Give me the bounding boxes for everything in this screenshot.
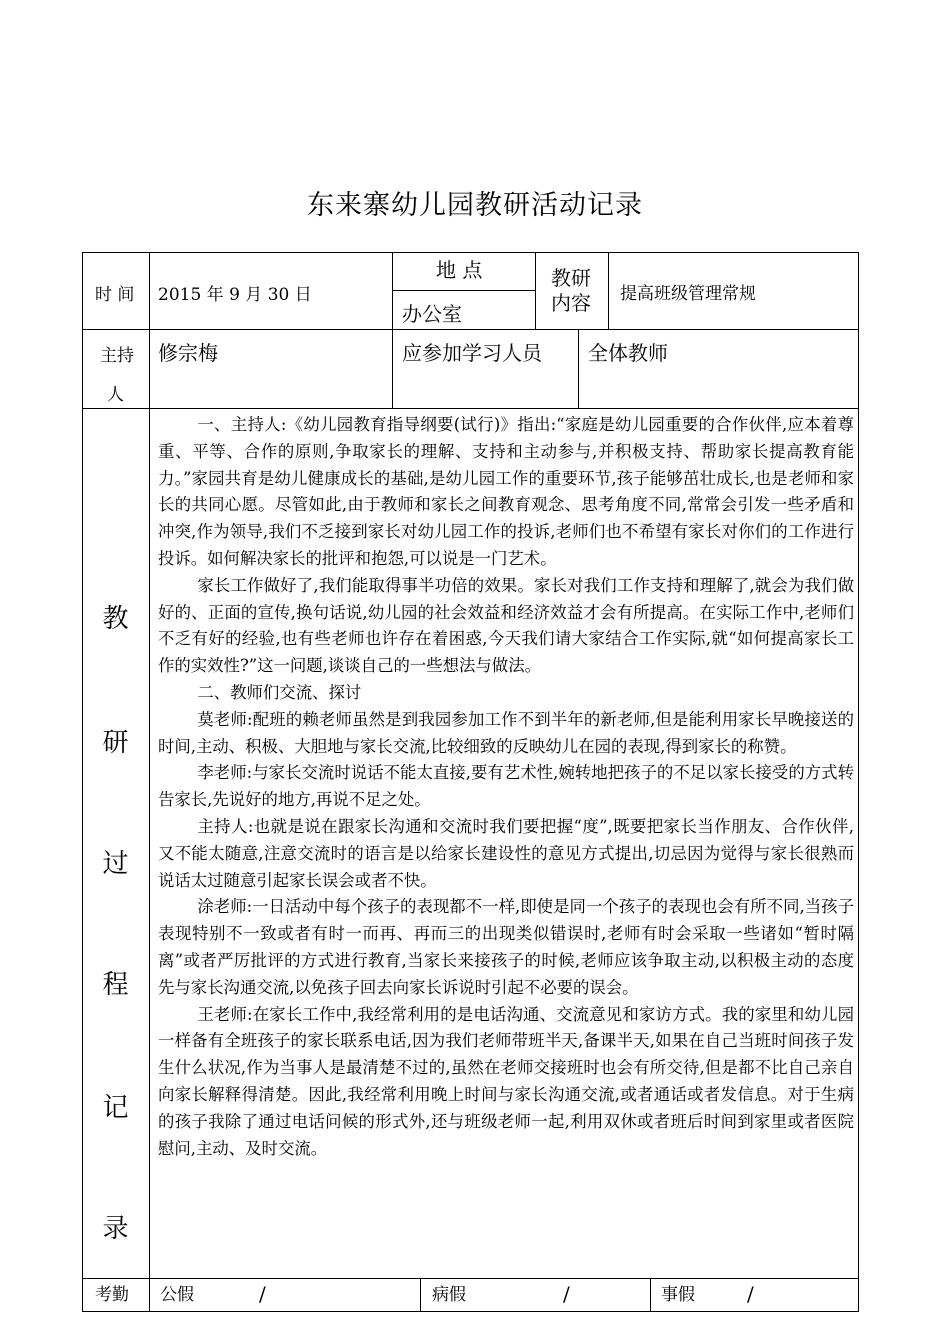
process-label-char-2: 研 (102, 728, 129, 758)
sick-leave-label: 病假 (432, 1285, 466, 1305)
row-divider-2 (82, 408, 859, 409)
attendance-label: 考勤 (95, 1285, 129, 1305)
column-divider-b (535, 252, 536, 330)
topic-label-line1: 教研 (551, 266, 591, 290)
host-label-line1: 主持 (100, 346, 134, 366)
paragraph: 涂老师:一日活动中每个孩子的表现都不一样,即使是同一个孩子的表现也会有所不同,当孩子表现特别不一致或者有时一而再、再而三的出现类似错误时,老师有时会采取一些诸如“暂时隔离”或者严厉批评的方式进行教育,当家长来接孩子的时候,老师应该争取主动,以积极主动的态度先与家长沟通交流,以免孩子回去向家长诉说时引起不必要的误会。 (158, 897, 854, 997)
paragraph: 一、主持人:《幼儿园教育指导纲要(试行)》指出:“家庭是幼儿园重要的合作伙伴,应本着尊重、平等、合作的原则,争取家长的理解、支持和主动参与,并积极支持、帮助家长提高教育能力。”家园共育是幼儿健康成长的基础,是幼儿园工作的重要环节,孩子能够茁壮成长,也是老师和家长的共同心愿。尽管如此,由于教师和家长之间教育观念、思考角度不同,常常会引发一些矛盾和冲突,作为领导,我们不乏接到家长对幼儿园工作的投诉,老师们也不希望有家长对你们的工作进行投诉。如何解决家长的批评和抱怨,可以说是一门艺术。 (158, 415, 854, 568)
column-divider-c (608, 252, 609, 330)
row-divider-1 (82, 329, 859, 330)
table-border-left (82, 252, 83, 1312)
attendance-divider-1 (420, 1278, 421, 1312)
location-value: 办公室 (402, 302, 462, 326)
process-label-char-5: 记 (102, 1093, 129, 1123)
paragraph: 家长工作做好了,我们能取得事半功倍的效果。家长对我们工作支持和理解了,就会为我们做好的、正面的宣传,换句话说,幼儿园的社会效益和经济效益才会有所提高。在实际工作中,老师们不乏有好的经验,也有些老师也许存在着困惑,今天我们请大家结合工作实际,就“如何提高家长工作的实效性?”这一问题,谈谈自己的一些想法与做法。 (158, 575, 854, 676)
location-label: 地 点 (436, 258, 483, 282)
personal-leave-value: / (747, 1282, 754, 1306)
process-label-char-4: 程 (102, 970, 129, 1000)
process-label-char-1: 教 (102, 604, 129, 634)
label-column-divider (149, 408, 150, 1312)
location-divider (392, 290, 535, 291)
column-divider-d (578, 329, 579, 409)
column-divider-a (392, 252, 393, 409)
row-divider-3 (82, 1278, 859, 1279)
topic-label-line2: 内容 (551, 291, 591, 315)
process-label-char-3: 过 (102, 849, 129, 879)
document-title: 东来寨幼儿园教研活动记录 (307, 190, 643, 221)
time-value: 2015 年 9 月 30 日 (158, 285, 312, 305)
host-label-line2: 人 (107, 385, 124, 405)
paragraph: 李老师:与家长交流时说话不能太直接,要有艺术性,婉转地把孩子的不足以家长接受的方式转告家长,先说好的地方,再说不足之处。 (158, 763, 854, 810)
table-border-top (82, 252, 859, 253)
paragraph: 主持人:也就是说在跟家长沟通和交流时我们要把握“度”,既要把家长当作朋友、合作伙伴, 又不能太随意,注意交流时的语言是以给家长建设性的意见方式提出,切忌因为觉得与家长很熟而说话太过随意引起家长误会或者不快。 (158, 816, 854, 890)
paragraph: 莫老师:配班的赖老师虽然是到我园参加工作不到半年的新老师,但是能利用家长早晚接送的时间,主动、积极、大胆地与家长交流,比较细致的反映幼儿在园的表现,得到家长的称赞。 (158, 709, 854, 756)
official-leave-label: 公假 (160, 1285, 194, 1305)
official-leave-value: / (259, 1282, 266, 1306)
participants-value: 全体教师 (588, 341, 668, 365)
topic-value: 提高班级管理常规 (620, 284, 756, 304)
process-content (158, 412, 854, 1162)
label-column-divider-top (149, 252, 150, 409)
participants-label: 应参加学习人员 (402, 341, 542, 365)
paragraph: 王老师:在家长工作中,我经常利用的是电话沟通、交流意见和家访方式。我的家里和幼儿园一样备有全班孩子的家长联系电话,因为我们老师带班半天,备课半天,如果在自己当班时间孩子发生什么状况,作为当事人是最清楚不过的,虽然在老师交接班时也会有所交待,但是都不比自己亲自向家长解释得清楚。因此,我经常利用晚上时间与家长沟通交流,或者通话或者发信息。对于生病的孩子我除了通过电话问候的形式外,还与班级老师一起,利用双休或者班后时间到家里或者医院慰问,主动、及时交流。 (158, 1004, 854, 1158)
sick-leave-value: / (563, 1282, 570, 1306)
table-border-right (858, 252, 859, 1312)
process-label-char-6: 录 (102, 1214, 129, 1244)
host-value: 修宗梅 (158, 341, 218, 365)
table-border-bottom (82, 1311, 859, 1312)
attendance-divider-2 (650, 1278, 651, 1312)
paragraph: 二、教师们交流、探讨 (197, 682, 362, 702)
personal-leave-label: 事假 (661, 1285, 695, 1305)
time-label: 时 间 (95, 285, 135, 305)
